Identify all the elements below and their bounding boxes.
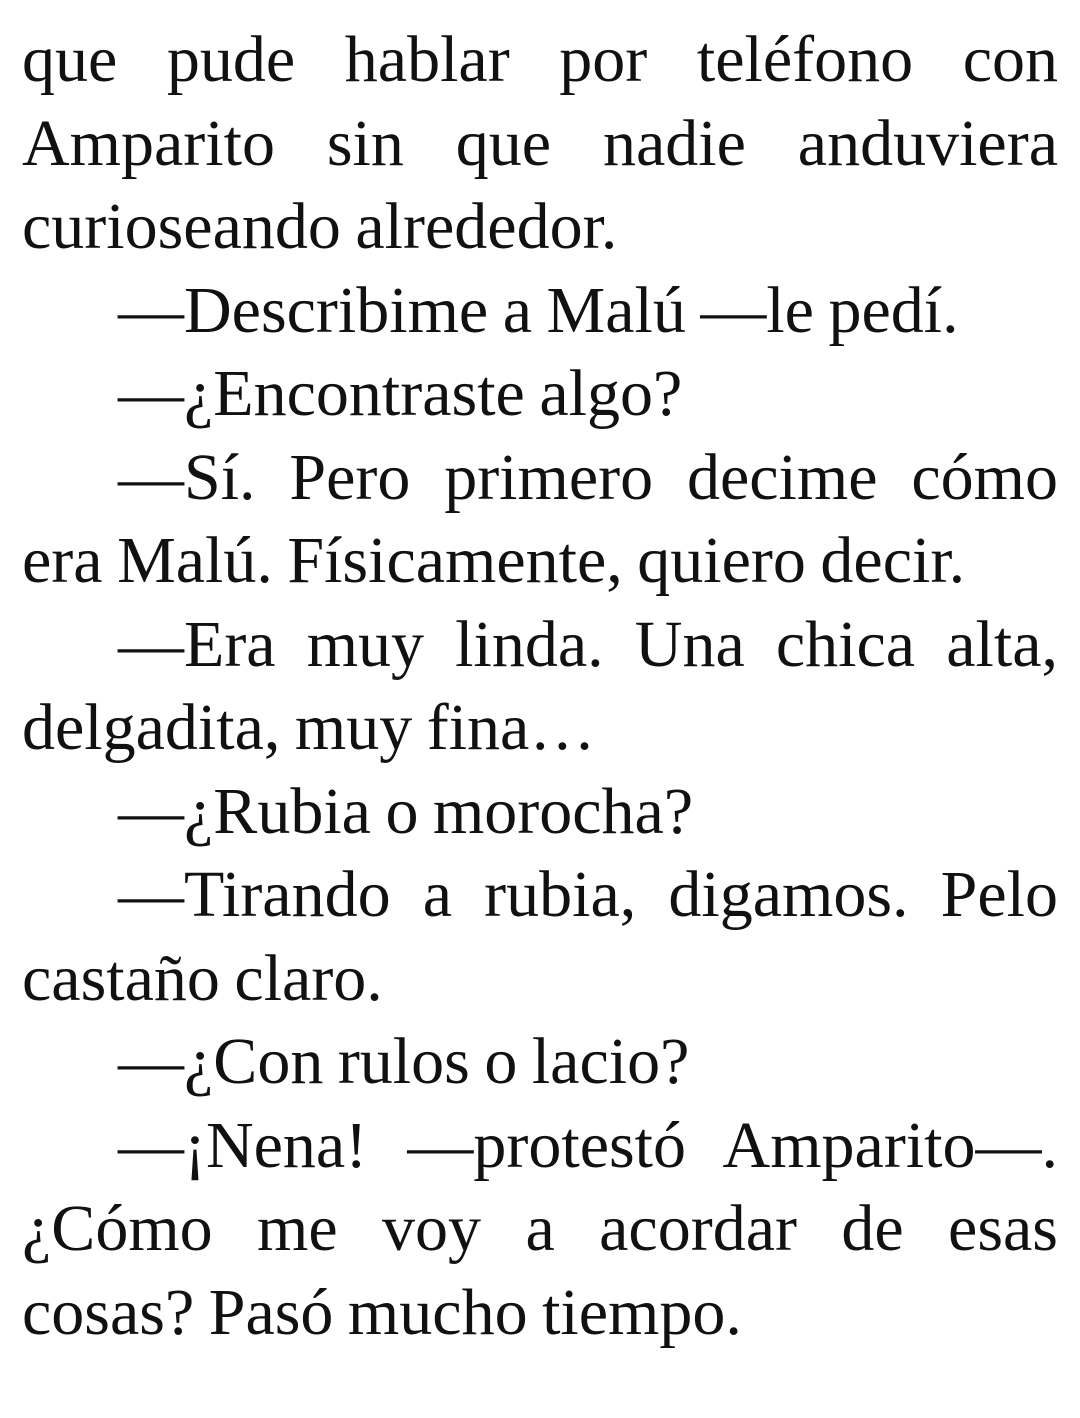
paragraph-continuation: que pude hablar por teléfono con Amparito sin que nadie anduviera curioseando alrededor. bbox=[22, 23, 1058, 263]
dialogue-paragraph: —¡Nena! —protestó Amparito—. ¿Cómo me voy a acordar de esas cosas? Pasó mucho tiempo. bbox=[22, 1108, 1058, 1349]
dialogue-paragraph: —Era muy linda. Una chica alta, delgadita, muy fina… bbox=[22, 607, 1058, 764]
dialogue-paragraph: —Sí. Pero primero decime cómo era Malú. Físicamente, quiero decir. bbox=[22, 440, 1058, 597]
dialogue-paragraph: —Describime a Malú —le pedí. bbox=[118, 273, 959, 347]
dialogue-paragraph: —¿Encontraste algo? bbox=[118, 357, 683, 430]
dialogue-paragraph: —¿Rubia o morocha? bbox=[118, 774, 694, 848]
page-body bbox=[22, 18, 1058, 1354]
dialogue-paragraph: —¿Con rulos o lacio? bbox=[118, 1025, 690, 1098]
dialogue-paragraph: —Tirando a rubia, digamos. Pelo castaño claro. bbox=[22, 858, 1058, 1015]
